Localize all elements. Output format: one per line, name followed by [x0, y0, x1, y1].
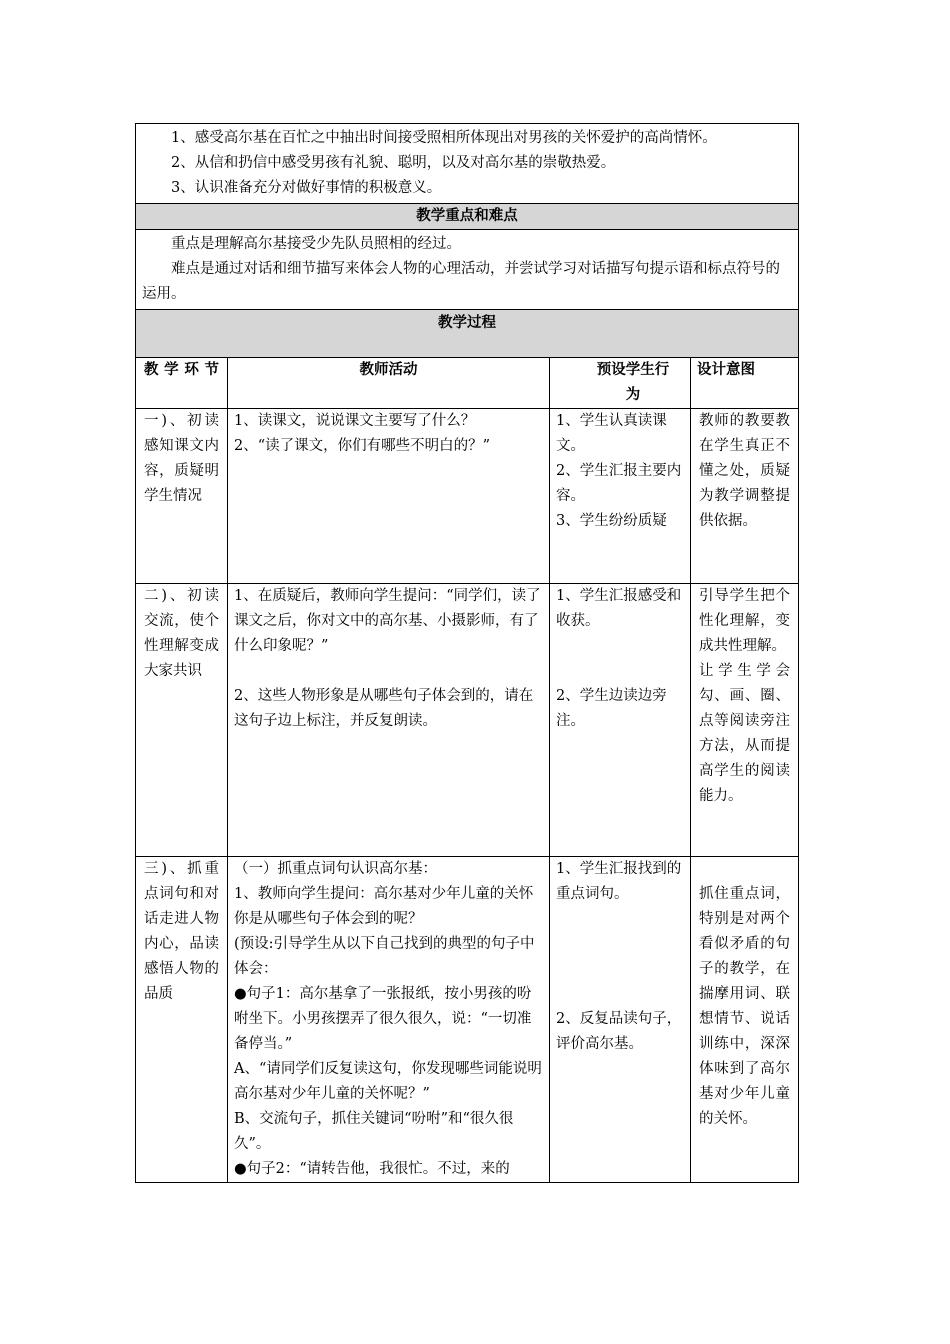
teacher-line: ●句子1：高尔基拿了一张报纸，按小男孩的吩咐坐下。小男孩摆弄了很久很久，说：“一切准备停当。”	[234, 986, 532, 1052]
student-line: 2、反复品读句子，评价高尔基。	[556, 1011, 682, 1052]
teacher-cell	[228, 857, 550, 1183]
col-header-intent: 设计意图	[691, 358, 799, 409]
objectives-row	[136, 124, 799, 204]
teacher-line: 2、这些人物形象是从哪些句子体会到的，请在这句子边上标注，并反复朗读。	[234, 688, 534, 729]
stage-cell	[136, 584, 228, 857]
teacher-cell	[228, 584, 550, 857]
intent-cell	[691, 409, 799, 584]
student-cell	[550, 409, 691, 584]
student-line: 1、学生认真读课文。	[556, 413, 667, 454]
intent-cell	[691, 857, 799, 1183]
objective-3: 3、认识准备充分对做好事情的积极意义。	[171, 180, 442, 196]
key-point: 重点是理解高尔基接受少先队员照相的经过。	[171, 236, 461, 252]
teacher-cell	[228, 409, 550, 584]
table-row	[136, 584, 799, 857]
process-header-row	[136, 310, 799, 358]
column-header-row	[136, 358, 799, 409]
teacher-line: (预设:引导学生从以下自己找到的典型的句子中体会：	[234, 936, 535, 977]
col-header-stage	[136, 358, 228, 409]
intent-text: 抓住重点词，特别是对两个看似矛盾的句子的教学，在揣摩用词、联想情节、说话训练中，深深体味到了高尔基对少年儿童的关怀。	[699, 886, 791, 1127]
student-cell	[550, 584, 691, 857]
key-points-header-row	[136, 204, 799, 230]
stage-cell	[136, 409, 228, 584]
stage-text: 一)、初读感知课文内容，质疑明学生情况	[144, 413, 219, 504]
key-points-row	[136, 230, 799, 310]
lesson-plan-table	[135, 123, 799, 1183]
objective-2: 2、从信和扔信中感受男孩有礼貌、聪明，以及对高尔基的崇敬热爱。	[171, 155, 616, 171]
stage-cell	[136, 857, 228, 1183]
intent-text: 让学生学会勾、画、圈、点等阅读旁注方法，从而提高学生的阅读能力。	[699, 663, 791, 804]
student-line: 2、学生边读边旁注。	[556, 688, 667, 729]
col-header-teacher: 教师活动	[228, 358, 550, 409]
col-header-stage-label: 教 学 环 节	[144, 362, 219, 378]
teacher-line: A、“请同学们反复读这句，你发现哪些词能说明高尔基对少年儿童的关怀呢？”	[234, 1061, 542, 1102]
student-cell	[550, 857, 691, 1183]
intent-text: 教师的教要教在学生真正不懂之处，质疑为教学调整提供依据。	[699, 413, 791, 529]
teacher-line: 2、“读了课文，你们有哪些不明白的？”	[234, 438, 491, 454]
objective-1: 1、感受高尔基在百忙之中抽出时间接受照相所体现出对男孩的关怀爱护的高尚情怀。	[171, 130, 717, 146]
student-line: 1、学生汇报找到的重点词句。	[556, 861, 682, 902]
intent-cell	[691, 584, 799, 857]
key-points-title: 教学重点和难点	[136, 204, 799, 230]
process-title: 教学过程	[136, 310, 799, 358]
student-line: 1、学生汇报感受和收获。	[556, 588, 682, 629]
student-line: 3、学生纷纷质疑	[556, 513, 667, 529]
stage-text: 二)、初读交流，使个性理解变成大家共识	[144, 588, 219, 679]
difficulty-point: 难点是通过对话和细节描写来体会人物的心理活动，并尝试学习对话描写句提示语和标点符号的运用。	[142, 261, 780, 302]
intent-text: 引导学生把个性化理解，变成共性理解。	[699, 588, 791, 654]
teacher-line: 1、在质疑后，教师向学生提问：“同学们，读了课文之后，你对文中的高尔基、小摄影师，有了什么印象呢？”	[234, 588, 541, 654]
teacher-line: ●句子2：“请转告他，我很忙。不过，来的	[234, 1161, 510, 1177]
teacher-line: B、交流句子，抓住关键词“吩咐”和“很久很久”。	[234, 1111, 514, 1152]
table-row	[136, 857, 799, 1183]
stage-text: 三)、抓重点词句和对话走进人物内心，品读感悟人物的品质	[144, 861, 219, 1002]
teacher-line: 1、教师向学生提问：高尔基对少年儿童的关怀你是从哪些句子体会到的呢？	[234, 886, 534, 927]
table-row	[136, 409, 799, 584]
teacher-line: （一）抓重点词句认识高尔基：	[234, 861, 437, 877]
teacher-line: 1、读课文，说说课文主要写了什么？	[234, 413, 476, 429]
col-header-student: 预设学生行为	[550, 358, 691, 409]
student-line: 2、学生汇报主要内容。	[556, 463, 682, 504]
